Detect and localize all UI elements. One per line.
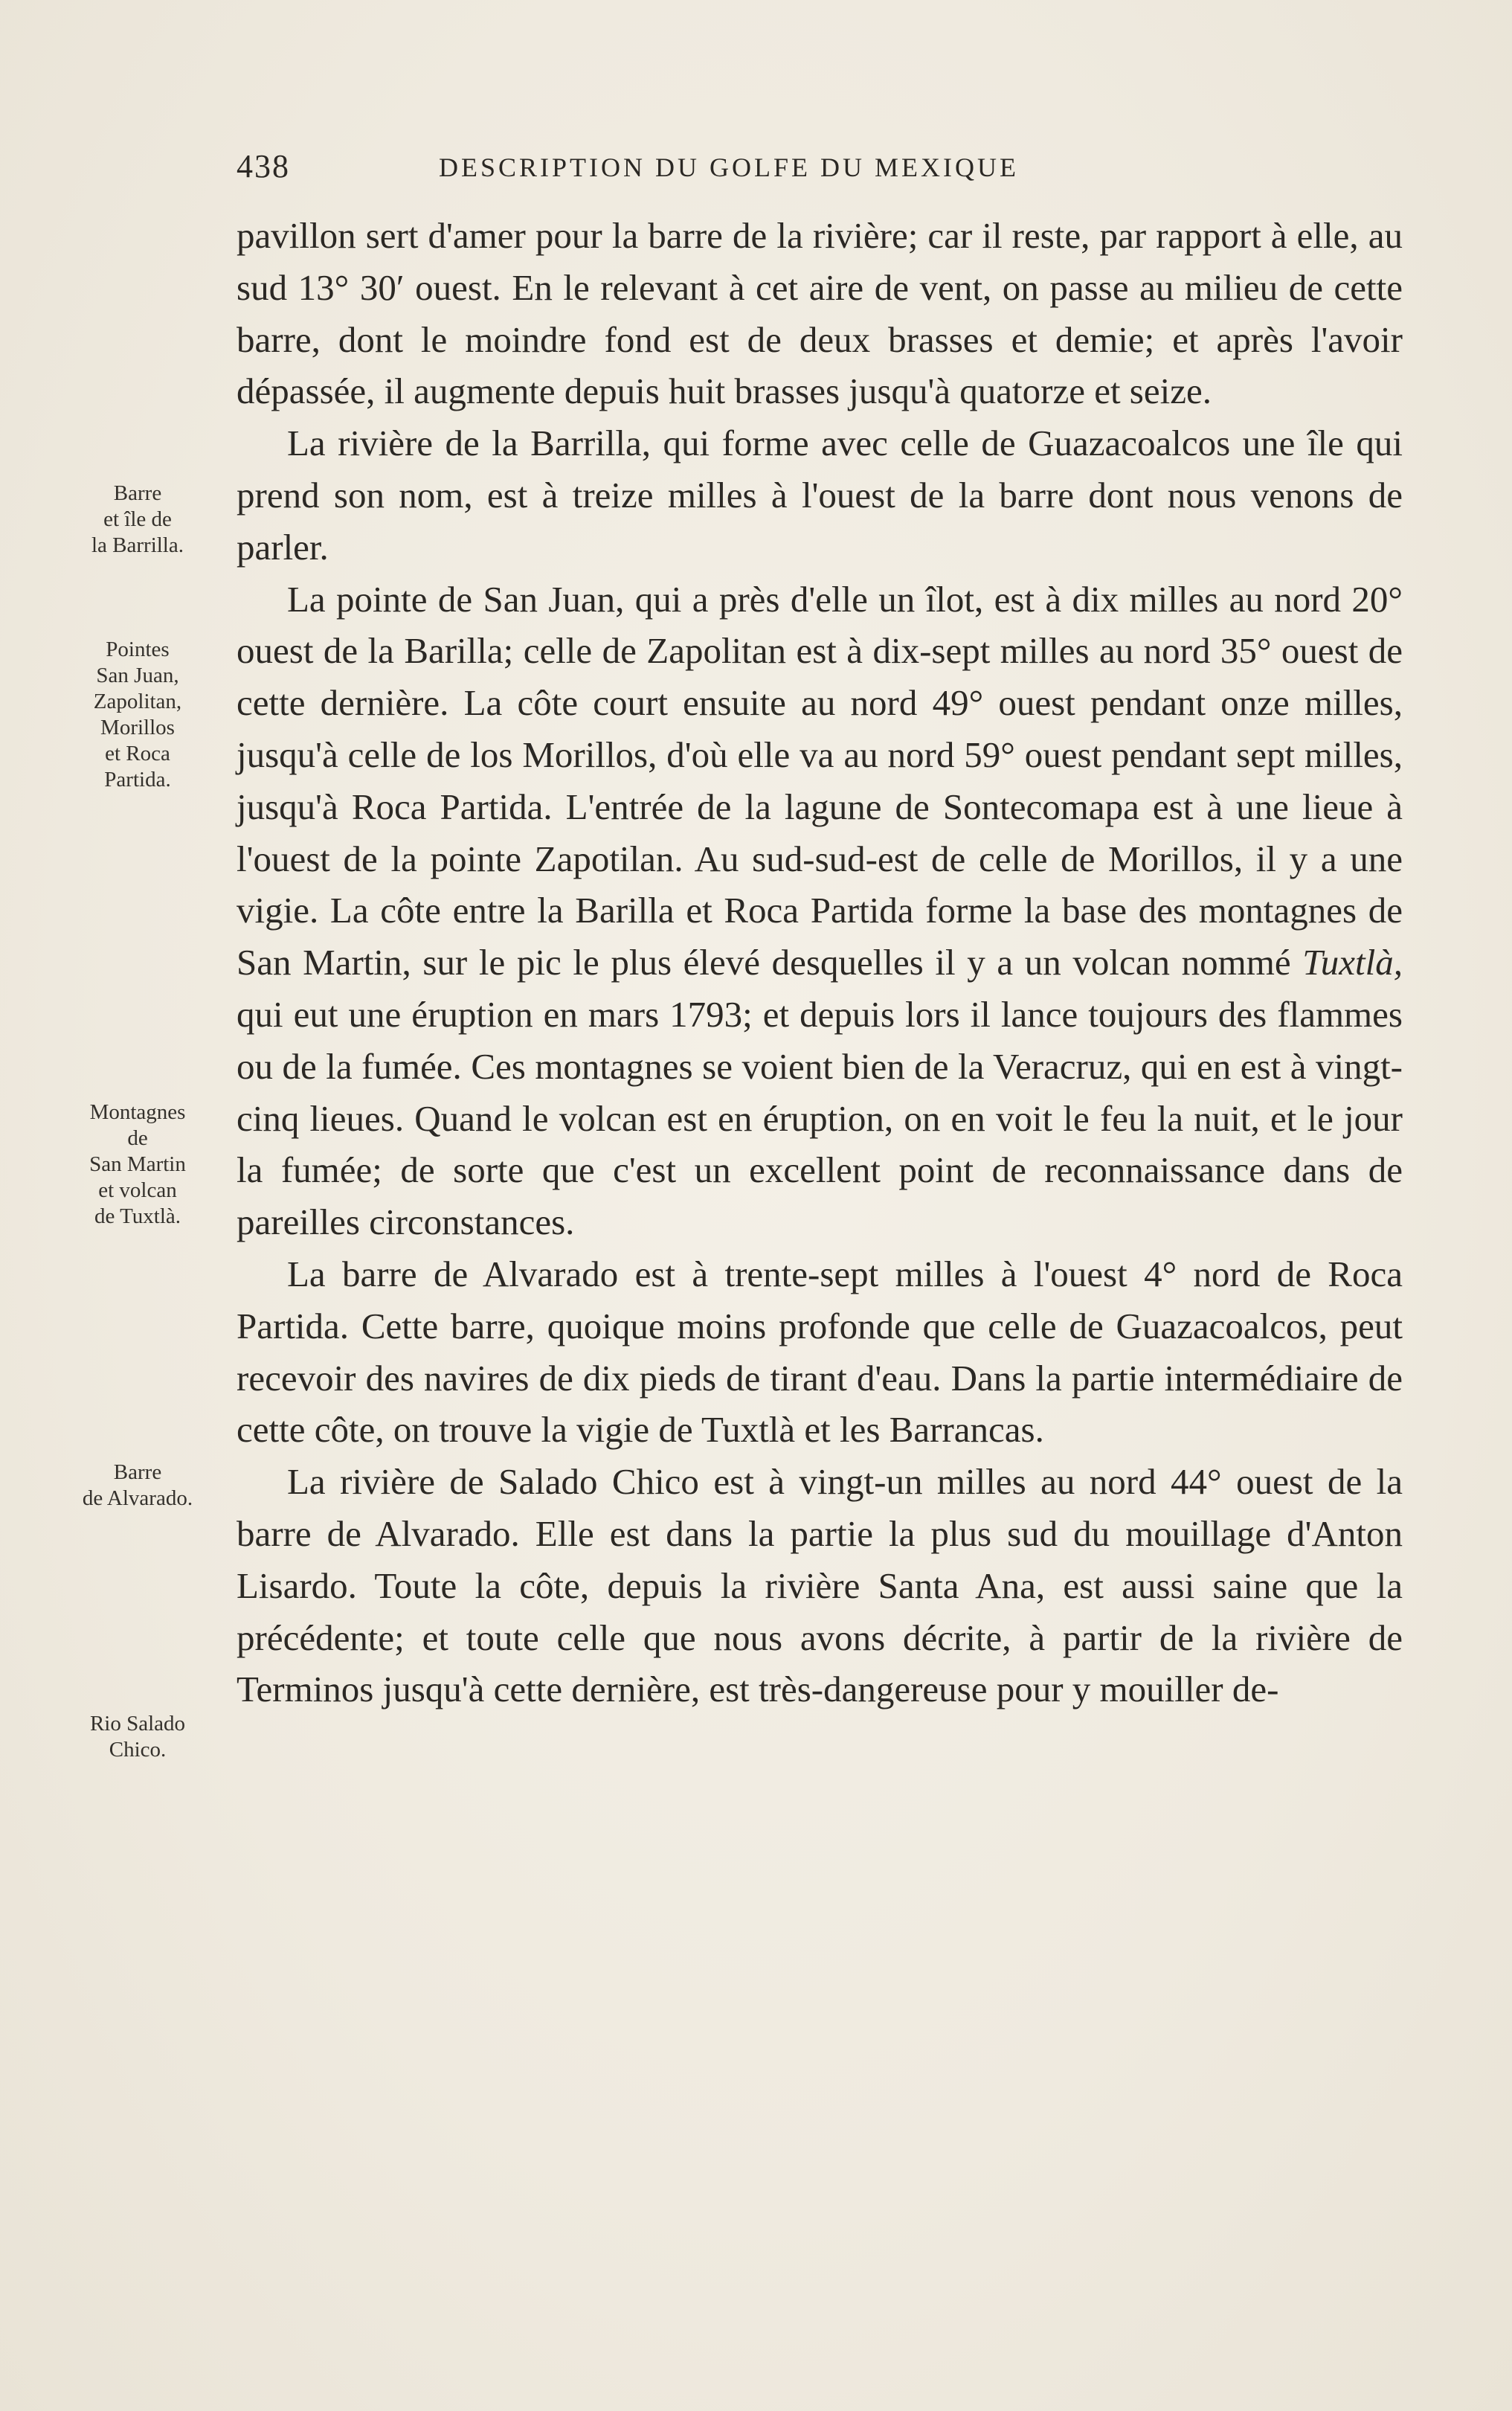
margin-note-line: San Juan, [96, 664, 179, 687]
margin-note-line: Pointes [106, 638, 170, 661]
margin-note-line: Barre [113, 1460, 162, 1484]
running-head [237, 147, 1397, 192]
paragraph-text: La pointe de San Juan, qui a près d'elle un îlot, est à dix milles au nord 20° ouest de la Barilla; celle de Zapolitan est à dix-sept milles au nord 35° ouest de cette dernière. La côte court ensuite au nord 49° ouest pendant onze milles, jusqu'à celle de los Morillos, d'où elle va au nord 59° ouest pendant sept milles, jusqu'à Roca Partida. L'entrée de la lagune de Sontecomapa est à une lieue à l'ouest de la pointe Zapotilan. Au sud-sud-est de celle de Morillos, il y a une vigie. La côte entre la Barilla et Roca Partida forme la base des montagnes de San Martin, sur le pic le plus élevé desquelles il y a un volcan nommé [237, 578, 1403, 983]
margin-note-alvarado [52, 1460, 223, 1512]
body-text [237, 210, 1403, 1715]
margin-note-pointes [52, 637, 223, 793]
margin-note-line: Chico. [109, 1738, 167, 1762]
margin-note-line: Barre [113, 481, 162, 505]
volcano-name: Tuxtlà, [1302, 942, 1403, 983]
margin-note-line: Rio Salado [89, 1712, 186, 1736]
margin-note-salado [52, 1711, 223, 1763]
margin-note-line: et île de [103, 507, 172, 531]
margin-note-line: de [127, 1126, 148, 1150]
paragraph-continuation: pavillon sert d'amer pour la barre de la rivière; car il reste, par rapport à elle, au sud 13° 30′ ouest. En le relevant à cet aire de vent, on passe au milieu de cette barre, dont le moindre fond est de deux brasses et demie; et après l'avoir dépassée, il augmente depuis huit brasses jusqu'à quatorze et seize. [237, 215, 1403, 412]
margin-note-line: San Martin [89, 1152, 186, 1176]
paragraph-text: qui eut une éruption en mars 1793; et depuis lors il lance toujours des flammes ou de la fumée. Ces montagnes se voient bien de la Veracruz, qui en est à vingt-cinq lieues. Quand le volcan est en éruption, on en voit le feu la nuit, et le jour la fumée; de sorte que c'est un excellent point de reconnaissance dans de pareilles circonstances. [237, 993, 1403, 1243]
running-title: DESCRIPTION DU GOLFE DU MEXIQUE [439, 153, 1019, 182]
paragraph-alvarado: La barre de Alvarado est à trente-sept milles à l'ouest 4° nord de Roca Partida. Cette barre, quoique moins profonde que celle de Guazacoalcos, peut recevoir des navires de dix pieds de tirant d'eau. Dans la partie intermédiaire de cette côte, on trouve la vigie de Tuxtlà et les Barrancas. [237, 1253, 1403, 1451]
paragraph-barrilla: La rivière de la Barrilla, qui forme avec celle de Guazacoalcos une île qui prend son nom, est à treize milles à l'ouest de la barre dont nous venons de parler. [237, 423, 1403, 568]
margin-note-line: Morillos [100, 716, 175, 739]
margin-note-line: Zapolitan, [93, 690, 182, 713]
margin-note-line: de Tuxtlà. [94, 1204, 181, 1228]
margin-note-line: Partida. [104, 768, 171, 792]
paragraph-pointes [237, 574, 1403, 1248]
page-number: 438 [237, 148, 290, 184]
margin-note-line: Montagnes [89, 1100, 186, 1124]
margin-note-line: la Barrilla. [91, 533, 184, 557]
margin-note-line: et Roca [105, 742, 170, 765]
margin-note-barrilla [52, 481, 223, 559]
margin-note-line: de Alvarado. [82, 1486, 193, 1510]
margin-note-montagnes [52, 1099, 223, 1230]
margin-note-line: et volcan [98, 1178, 177, 1202]
paragraph-salado: La rivière de Salado Chico est à vingt-un milles au nord 44° ouest de la barre de Alvarado. Elle est dans la partie la plus sud du mouillage d'Anton Lisardo. Toute la côte, depuis la rivière Santa Ana, est aussi saine que la précédente; et toute celle que nous avons décrite, à partir de la rivière de Terminos jusqu'à cette dernière, est très-dangereuse pour y mouiller de- [237, 1461, 1403, 1710]
